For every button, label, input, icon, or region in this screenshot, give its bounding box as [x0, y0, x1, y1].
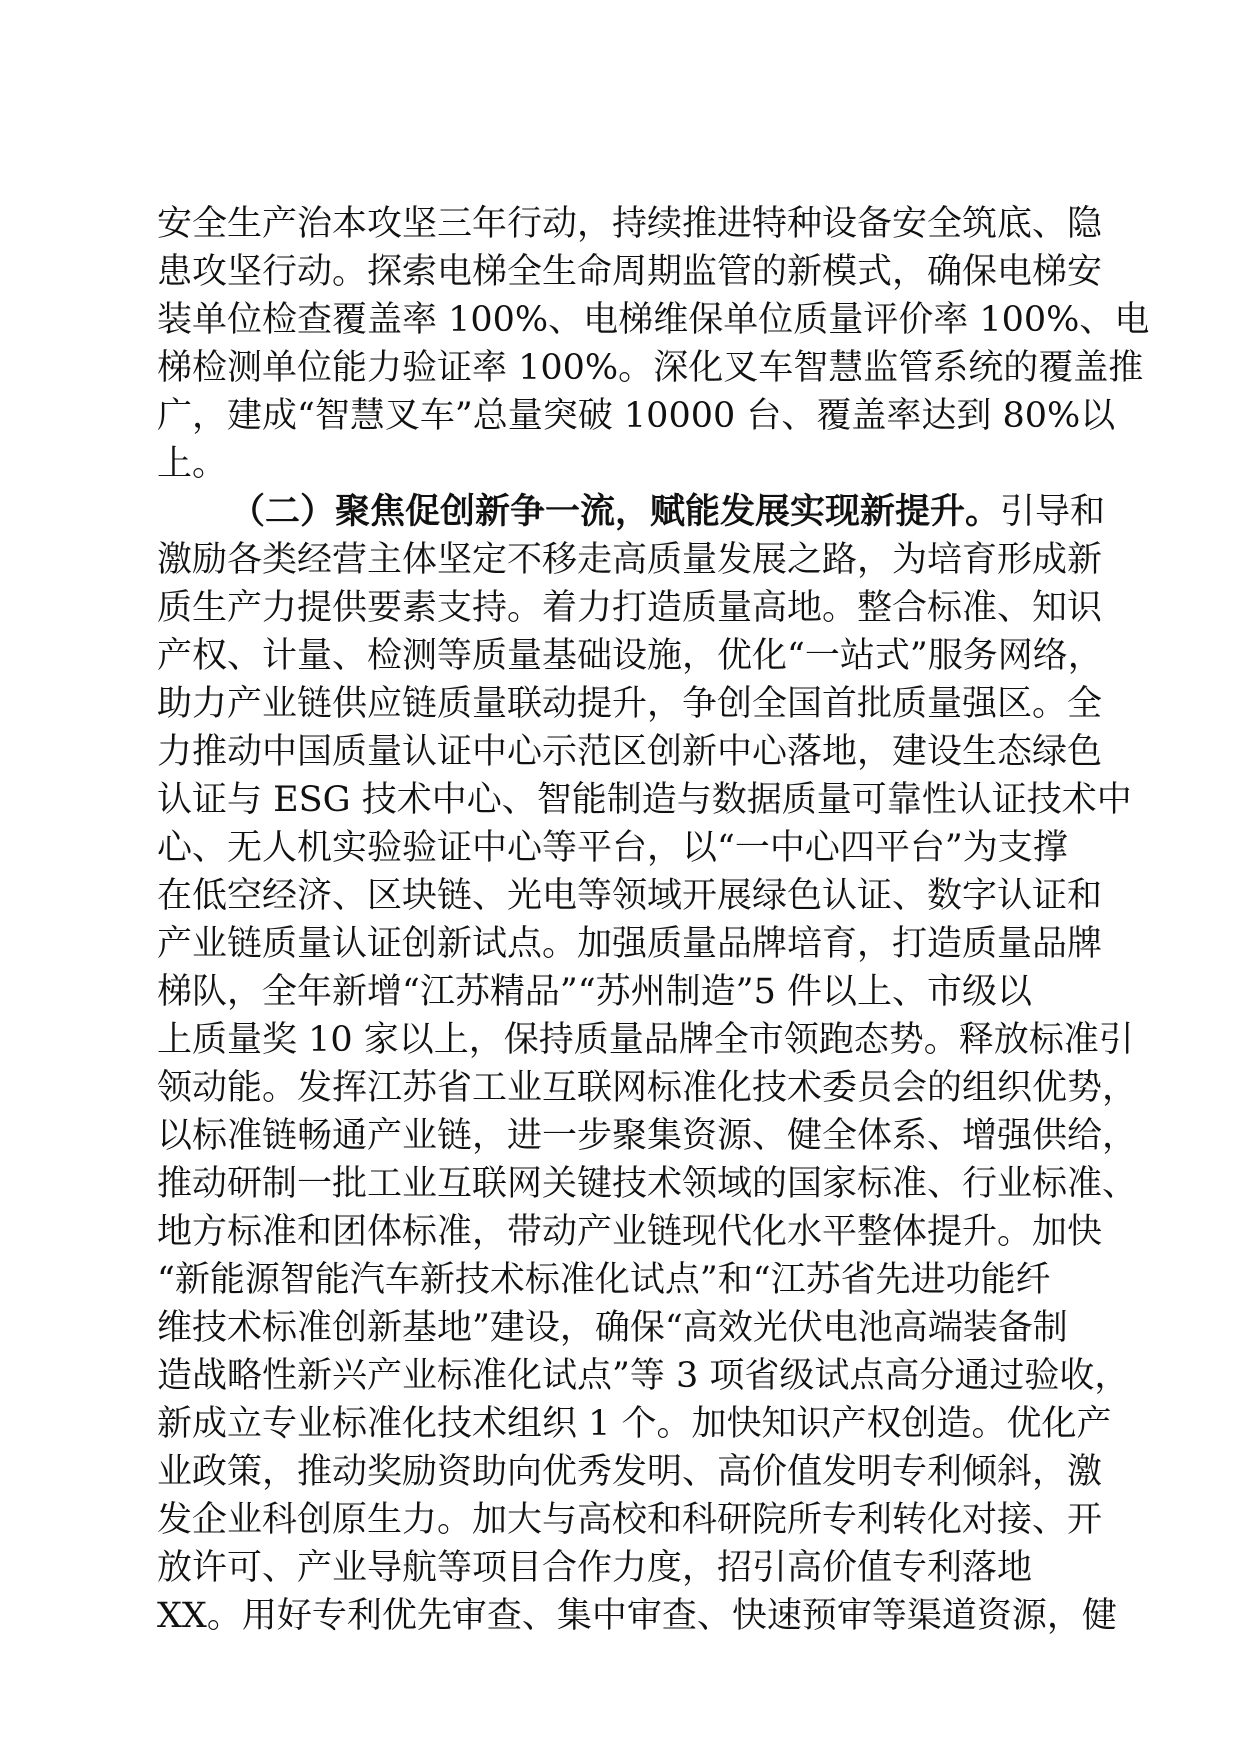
paragraph-line: 领动能。发挥江苏省工业互联网标准化技术委员会的组织优势， [157, 1068, 1138, 1108]
paragraph-line: 心、无人机实验验证中心等平台，以“一中心四平台”为支撑 [157, 828, 1068, 868]
paragraph-line: 认证与 ESG 技术中心、智能制造与数据质量可靠性认证技术中 [157, 780, 1132, 820]
section-heading: （二）聚焦促创新争一流，赋能发展实现新提升。 [230, 491, 1001, 532]
paragraph-line: 放许可、产业导航等项目合作力度，招引高价值专利落地 [157, 1548, 1033, 1588]
paragraph-line: 新成立专业标准化技术组织 1 个。加快知识产权创造。优化产 [157, 1404, 1112, 1444]
paragraph-line: 助力产业链供应链质量联动提升，争创全国首批质量强区。全 [157, 684, 1103, 724]
paragraph-line: 装单位检查覆盖率 100%、电梯维保单位质量评价率 100%、电 [157, 300, 1150, 340]
paragraph-line: 上质量奖 10 家以上，保持质量品牌全市领跑态势。释放标准引 [157, 1020, 1134, 1060]
paragraph-line: 安全生产治本攻坚三年行动，持续推进特种设备安全筑底、隐 [157, 204, 1103, 244]
paragraph-line: 地方标准和团体标准，带动产业链现代化水平整体提升。加快 [157, 1212, 1103, 1252]
paragraph-line: 广，建成“智慧叉车”总量突破 10000 台、覆盖率达到 80%以 [157, 396, 1116, 436]
paragraph-line: 造战略性新兴产业标准化试点”等 3 项省级试点高分通过验收， [157, 1356, 1130, 1396]
paragraph-line: 维技术标准创新基地”建设，确保“高效光伏电池高端装备制 [157, 1308, 1068, 1348]
paragraph-line: 发企业科创原生力。加大与高校和科研院所专利转化对接、开 [157, 1500, 1103, 1540]
paragraph-line: 推动研制一批工业互联网关键技术领域的国家标准、行业标准、 [157, 1164, 1138, 1204]
paragraph-line: 梯队，全年新增“江苏精品”“苏州制造”5 件以上、市级以 [157, 972, 1032, 1012]
section-heading-line [230, 489, 1106, 535]
paragraph-line: 业政策，推动奖励资助向优秀发明、高价值发明专利倾斜，激 [157, 1452, 1103, 1492]
paragraph-line: 上。 [157, 444, 228, 484]
paragraph-line: XX。用好专利优先审查、集中审查、快速预审等渠道资源，健 [157, 1596, 1117, 1636]
paragraph-line: “新能源智能汽车新技术标准化试点”和“江苏省先进功能纤 [157, 1260, 1051, 1300]
paragraph-line: 激励各类经营主体坚定不移走高质量发展之路，为培育形成新 [157, 540, 1103, 580]
paragraph-line: 在低空经济、区块链、光电等领域开展绿色认证、数字认证和 [157, 876, 1103, 916]
paragraph-line: 力推动中国质量认证中心示范区创新中心落地，建设生态绿色 [157, 732, 1103, 772]
paragraph-line: 梯检测单位能力验证率 100%。深化叉车智慧监管系统的覆盖推 [157, 348, 1144, 388]
paragraph-line: 产权、计量、检测等质量基础设施，优化“一站式”服务网络， [157, 636, 1103, 676]
paragraph-line: 质生产力提供要素支持。着力打造质量高地。整合标准、知识 [157, 588, 1103, 628]
paragraph-line: 产业链质量认证创新试点。加强质量品牌培育，打造质量品牌 [157, 924, 1103, 964]
paragraph-line: 患攻坚行动。探索电梯全生命周期监管的新模式，确保电梯安 [157, 252, 1103, 292]
paragraph-line: 以标准链畅通产业链，进一步聚集资源、健全体系、增强供给， [157, 1116, 1138, 1156]
heading-line-rest: 引导和 [1000, 492, 1106, 532]
